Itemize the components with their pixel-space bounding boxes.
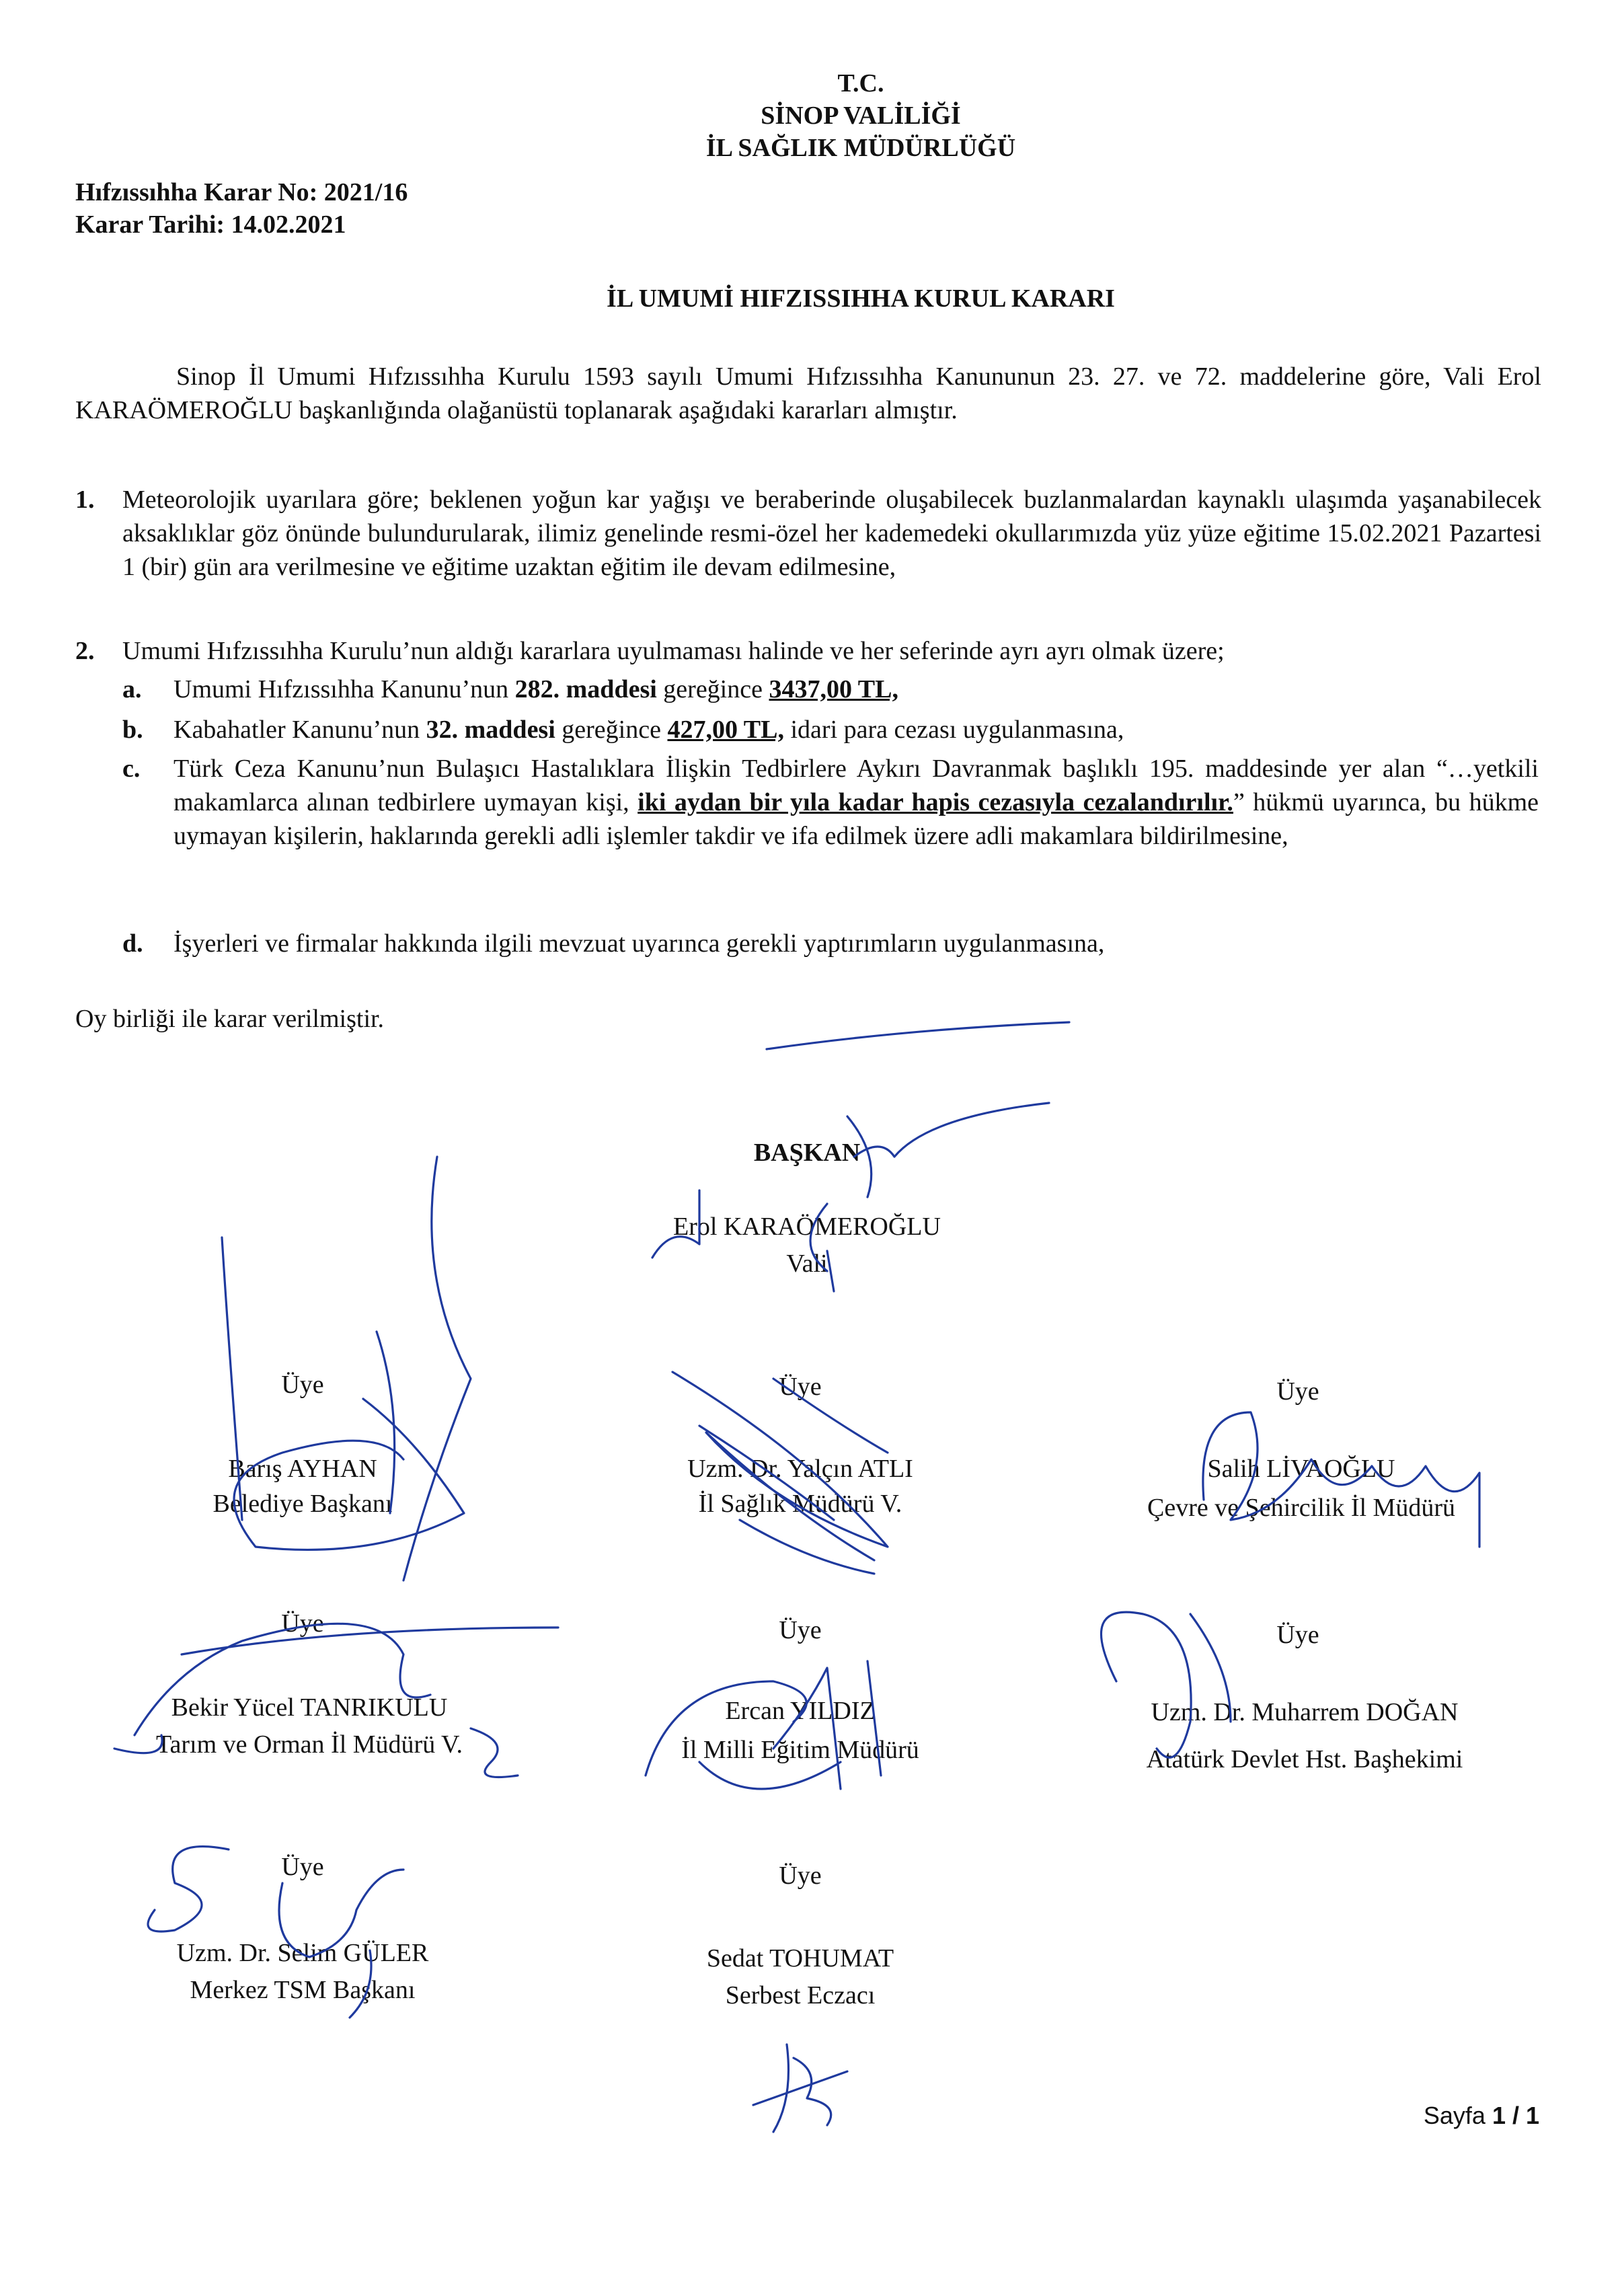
signature-member-3 <box>1203 1412 1479 1547</box>
president-name: Erol KARAÖMEROĞLU <box>673 1213 941 1241</box>
intro-paragraph: Sinop İl Umumi Hıfzıssıhha Kurulu 1593 sayılı Umumi Hıfzıssıhha Kanununun 23. 27. ve 72. maddelerine göre, Vali Erol KARAÖMEROĞLU başkanlığında olağanüstü toplanarak aşağıdaki kararları almıştır. <box>75 362 1541 424</box>
member-title: Atatürk Devlet Hst. Başhekimi <box>1146 1745 1463 1773</box>
signature-member-5 <box>646 1661 881 1789</box>
member-title: Belediye Başkanı <box>213 1490 393 1518</box>
sub-item-a: Umumi Hıfzıssıhha Kanunu’nun 282. maddesi gereğince 3437,00 TL, <box>173 675 898 703</box>
closing-statement: Oy birliği ile karar verilmiştir. <box>75 1005 385 1033</box>
signature-member-8 <box>753 2044 847 2132</box>
member-role: Üye <box>779 1862 822 1890</box>
member-title: İl Sağlık Müdürü V. <box>698 1490 902 1518</box>
president-title: Vali <box>786 1250 828 1278</box>
member-name: Barış AYHAN <box>228 1455 377 1483</box>
member-name: Bekir Yücel TANRIKULU <box>171 1693 448 1722</box>
decision-number: Hıfzıssıhha Karar No: 2021/16 <box>75 178 408 206</box>
signature-president <box>652 1022 1069 1291</box>
item-number: 1. <box>75 486 95 514</box>
signature-member-1 <box>222 1157 471 1580</box>
member-role: Üye <box>1276 1621 1319 1649</box>
member-role: Üye <box>779 1373 822 1401</box>
sub-item-d: İşyerleri ve firmalar hakkında ilgili mevzuat uyarınca gerekli yaptırımların uygulanmasına, <box>173 929 1105 958</box>
item-number: 2. <box>75 637 95 665</box>
header-valilik: SİNOP VALİLİĞİ <box>761 102 961 130</box>
member-name: Sedat TOHUMAT <box>706 1944 894 1973</box>
sub-item-letter: a. <box>122 675 142 703</box>
member-role: Üye <box>1276 1377 1319 1406</box>
item-text: Umumi Hıfzıssıhha Kurulu’nun aldığı kararlara uyulmaması halinde ve her seferinde ayrı ayrı olmak üzere; <box>122 637 1225 665</box>
member-role: Üye <box>281 1853 324 1881</box>
sub-item-letter: b. <box>122 716 143 744</box>
member-name: Uzm. Dr. Yalçın ATLI <box>687 1455 913 1483</box>
signature-member-2 <box>672 1372 888 1574</box>
sub-item-b: Kabahatler Kanunu’nun 32. maddesi gereğince 427,00 TL, idari para cezası uygulanmasına, <box>173 716 1124 744</box>
member-name: Salih LİVAOĞLU <box>1207 1455 1395 1483</box>
member-name: Uzm. Dr. Selim GÜLER <box>176 1939 429 1967</box>
member-role: Üye <box>281 1371 324 1399</box>
member-name: Uzm. Dr. Muharrem DOĞAN <box>1151 1698 1459 1726</box>
signature-member-4 <box>114 1623 558 1777</box>
sub-item-letter: d. <box>122 929 143 958</box>
member-role: Üye <box>779 1616 822 1644</box>
signature-member-7 <box>148 1847 403 2018</box>
member-role: Üye <box>281 1609 324 1638</box>
decision-date: Karar Tarihi: 14.02.2021 <box>75 211 346 239</box>
president-role: BAŞKAN <box>753 1139 861 1167</box>
member-title: Merkez TSM Başkanı <box>190 1976 416 2004</box>
sub-item-c: Türk Ceza Kanunu’nun Bulaşıcı Hastalıklara İlişkin Tedbirlere Aykırı Davranmak başlıklı 195. maddesinde yer alan “…yetkili makamlarca alınan tedbirlere uymayan kişi, iki aydan bir yıla kadar hapis cezasıyla cezalandırılır.” hükmü uyarınca, bu hükme uymayan kişilerin, haklarında gerekli adli işlemler takdir ve ifa edilmek üzere adli makamlara bildirilmesine, <box>173 755 1539 850</box>
sub-item-letter: c. <box>122 755 141 783</box>
item-text: Meteorolojik uyarılara göre; beklenen yoğun kar yağışı ve beraberinde oluşabilecek buzlanmalardan kaynaklı ulaşımda yaşanabilecek aksaklıklar göz önünde bulundurularak, ilimiz genelinde resmi-özel her kademedeki okullarımızda yüz yüze eğitime 15.02.2021 Pazartesi 1 (bir) gün ara verilmesine ve eğitime uzaktan eğitim ile devam edilmesine, <box>122 486 1541 581</box>
header-mudurluk: İL SAĞLIK MÜDÜRLÜĞÜ <box>705 134 1016 162</box>
member-title: İl Milli Eğitim Müdürü <box>681 1736 919 1764</box>
member-name: Ercan YILDIZ <box>725 1697 876 1725</box>
member-title: Tarım ve Orman İl Müdürü V. <box>155 1730 463 1759</box>
document-title: İL UMUMİ HIFZISSIHHA KURUL KARARI <box>607 284 1115 313</box>
page-number: Sayfa 1 / 1 <box>1423 2102 1539 2129</box>
signature-member-6 <box>1102 1612 1231 1757</box>
header-tc: T.C. <box>837 69 884 98</box>
member-title: Çevre ve Şehircilik İl Müdürü <box>1147 1494 1455 1522</box>
member-title: Serbest Eczacı <box>725 1981 876 2010</box>
